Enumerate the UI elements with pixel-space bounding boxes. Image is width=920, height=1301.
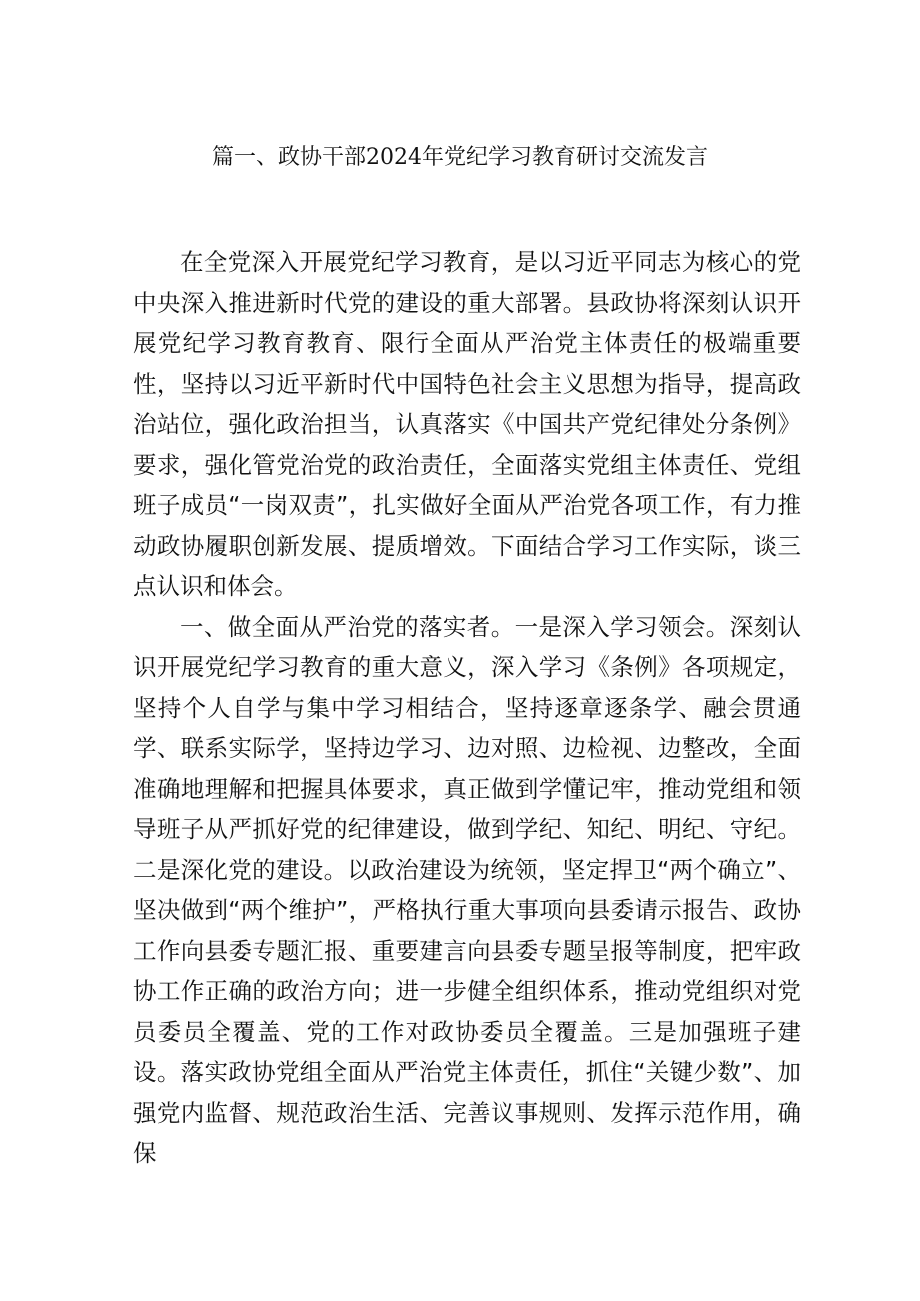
document-body [133, 242, 801, 1174]
paragraph-section-one: 一、做全面从严治党的落实者。一是深入学习领会。深刻认识开展党纪学习教育的重大意义，深入学习《条例》各项规定，坚持个人自学与集中学习相结合，坚持逐章逐条学、融会贯通学、联系实际学，坚持边学习、边对照、边检视、边整改，全面准确地理解和把握具体要求，真正做到学懂记牢，推动党组和领导班子从严抓好党的纪律建设，做到学纪、知纪、明纪、守纪。二是深化党的建设。以政治建设为统领，坚定捍卫“两个确立”、坚决做到“两个维护”，严格执行重大事项向县委请示报告、政协工作向县委专题汇报、重要建言向县委专题呈报等制度，把牢政协工作正确的政治方向；进一步健全组织体系，推动党组织对党员委员全覆盖、党的工作对政协委员全覆盖。三是加强班子建设。落实政协党组全面从严治党主体责任，抓住“关键少数”、加强党内监督、规范政治生活、完善议事规则、发挥示范作用，确保 [133, 612, 801, 1167]
document-title: 篇一、政协干部2024年党纪学习教育研讨交流发言 [212, 145, 708, 170]
paragraph-intro: 在全党深入开展党纪学习教育，是以习近平同志为核心的党中央深入推进新时代党的建设的重大部署。县政协将深刻认识开展党纪学习教育教育、限行全面从严治党主体责任的极端重要性，坚持以习近平新时代中国特色社会主义思想为指导，提高政治站位，强化政治担当，认真落实《中国共产党纪律处分条例》要求，强化管党治党的政治责任，全面落实党组主体责任、党组班子成员“一岗双责”，扎实做好全面从严治党各项工作，有力推动政协履职创新发展、提质增效。下面结合学习工作实际，谈三点认识和体会。 [133, 248, 801, 600]
